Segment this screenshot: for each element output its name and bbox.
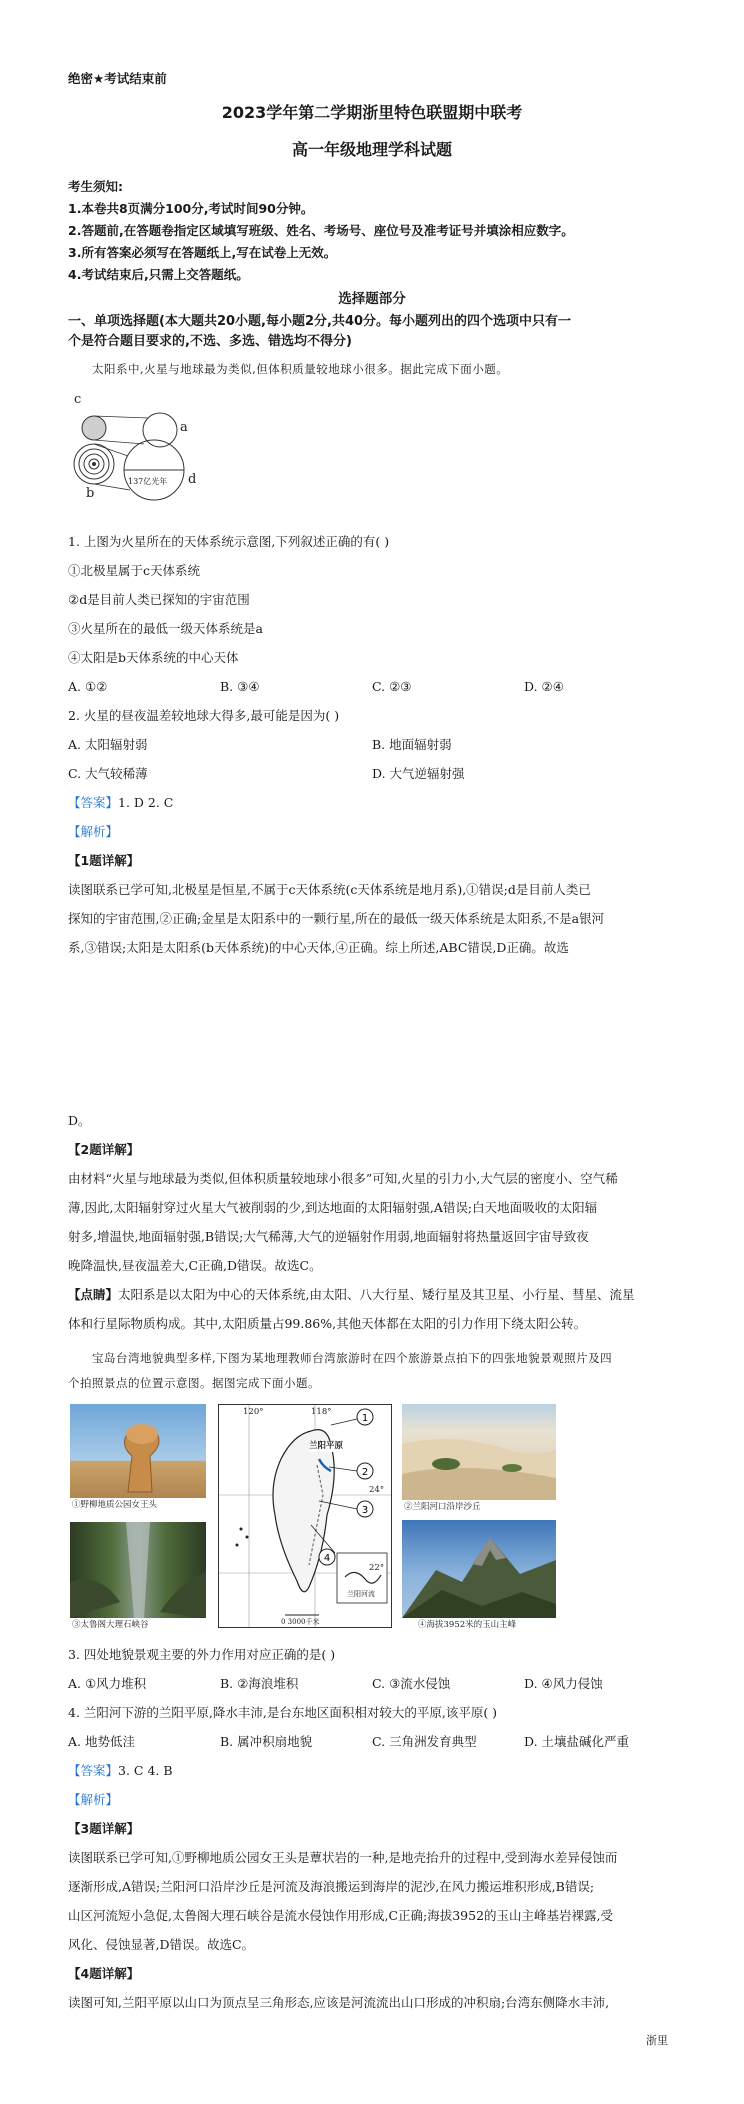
map-scale: 0 3000千米 (281, 1618, 320, 1626)
detail-text: 读图联系已学可知,①野柳地质公园女王头是蕈状岩的一种,是地壳抬升的过程中,受到海水差异侵蚀而 (68, 1850, 618, 1865)
svg-text:4: 4 (323, 1553, 331, 1564)
footer-tag: 浙里 (646, 2034, 668, 2047)
question-1: 1. 上图为火星所在的天体系统示意图,下列叙述正确的有( ) (68, 534, 390, 549)
tip-text: 体和行星际物质构成。其中,太阳质量占99.86%,其他天体都在太阳的引力作用下绕太阳公转。 (68, 1316, 587, 1331)
question-2: 2. 火星的昼夜温差较地球大得多,最可能是因为( ) (68, 708, 340, 723)
taiwan-map (218, 1404, 392, 1628)
option: B. 属冲积扇地貌 (220, 1734, 313, 1749)
statement: ②d是目前人类已探知的宇宙范围 (68, 592, 250, 607)
figure-distance: 137亿光年 (128, 477, 168, 486)
map-lat-24: 24° (369, 1485, 385, 1495)
answer-text: 3. C 4. B (118, 1763, 173, 1778)
caption-photo-2: ②兰阳河口沿岸沙丘 (404, 1502, 481, 1512)
option: D. 土壤盐碱化严重 (524, 1734, 630, 1749)
figure-label-a: a (180, 420, 188, 435)
detail-text: 读图可知,兰阳平原以山口为顶点呈三角形态,应该是河流流出山口形成的冲积扇;台湾东侧降水丰沛, (68, 1995, 610, 2010)
option: B. ③④ (220, 679, 260, 694)
map-lon-118: 118° (311, 1407, 332, 1417)
option: B. ②海浪堆积 (220, 1676, 299, 1691)
tip-text: 太阳系是以太阳为中心的天体系统,由太阳、八大行星、矮行星及其卫星、小行星、彗星、流星 (118, 1287, 635, 1302)
map-lat-22: 22° (369, 1563, 385, 1573)
photo-yushan-peak (402, 1520, 556, 1618)
exam-title: 2023学年第二学期浙里特色联盟期中联考 (221, 103, 523, 122)
caption-photo-3: ③太鲁阁大理石峡谷 (72, 1620, 149, 1630)
notice-item: 1.本卷共8页满分100分,考试时间90分钟。 (68, 201, 314, 216)
option: A. ①风力堆积 (68, 1676, 147, 1691)
option: C. 大气较稀薄 (68, 766, 148, 781)
svg-text:2: 2 (361, 1467, 369, 1478)
analysis-tag: 【解析】 (68, 1792, 119, 1807)
detail-text: 薄,因此,太阳辐射穿过火星大气被削弱的少,到达地面的太阳辐射强,A错误;白天地面吸收的太阳辐 (68, 1200, 598, 1215)
detail-text: 风化、侵蚀显著,D错误。故选C。 (68, 1937, 255, 1952)
svg-text:3: 3 (361, 1505, 369, 1516)
tip-line (68, 1286, 678, 1304)
answer-line (68, 1762, 678, 1780)
detail-text: 读图联系已学可知,北极星是恒星,不属于c天体系统(c天体系统是地月系),①错误;d是目前人类已 (68, 882, 591, 897)
caption-photo-4: ④海拔3952米的玉山主峰 (418, 1620, 517, 1630)
option: D. ②④ (524, 679, 564, 694)
detail-text: 探知的宇宙范围,②正确;金星是太阳系中的一颗行星,所在的最低一级天体系统是太阳系,不是a银河 (68, 911, 605, 926)
map-lon-120: 120° (243, 1407, 264, 1417)
photo-taroko-gorge-art (70, 1522, 206, 1618)
map-plain-label: 兰阳平原 (309, 1441, 344, 1451)
option: A. ①② (68, 679, 108, 694)
option: D. 大气逆辐射强 (372, 766, 465, 781)
answer-line (68, 794, 678, 812)
exam-subtitle: 高一年级地理学科试题 (291, 140, 452, 159)
section-heading: 一、单项选择题(本大题共20小题,每小题2分,共40分。每小题列出的四个选项中只有一 (68, 314, 572, 329)
caption-photo-1: ①野柳地质公园女王头 (72, 1500, 158, 1510)
question-4: 4. 兰阳河下游的兰阳平原,降水丰沛,是台东地区面积相对较大的平原,该平原( ) (68, 1705, 498, 1720)
detail-tag: 【4题详解】 (68, 1966, 140, 1981)
celestial-system-figure (68, 392, 218, 504)
detail-text: 由材料“火星与地球最为类似,但体积质量较地球小很多”可知,火星的引力小,大气层的密度小、空气稀 (68, 1171, 618, 1186)
answer-tag: 【答案】 (68, 1763, 119, 1778)
section-heading: 个是符合题目要求的,不选、多选、错选均不得分) (68, 334, 352, 349)
photo-sand-dune (402, 1404, 556, 1500)
statement: ④太阳是b天体系统的中心天体 (68, 650, 239, 665)
answer-tag: 【答案】 (68, 795, 119, 810)
option: A. 太阳辐射弱 (68, 737, 148, 752)
map-inset-label: 兰阳河流 (347, 1590, 375, 1598)
question-intro: 个拍照景点的位置示意图。据图完成下面小题。 (68, 1376, 320, 1390)
tip-tag: 【点睛】 (68, 1287, 119, 1302)
photo-queen-head (70, 1404, 206, 1498)
answer-text: 1. D 2. C (118, 795, 174, 810)
detail-tag: 【3题详解】 (68, 1821, 140, 1836)
notice-item: 3.所有答案必须写在答题纸上,写在试卷上无效。 (68, 245, 337, 260)
photo-yushan-peak-art (402, 1520, 556, 1618)
photo-queen-head-art (70, 1404, 206, 1498)
figure-label-b: b (86, 486, 95, 501)
photo-taroko-gorge (70, 1522, 206, 1618)
detail-tag: 【1题详解】 (68, 853, 140, 868)
confidential-mark: 绝密★考试结束前 (68, 71, 167, 86)
detail-text: 逐渐形成,A错误;兰阳河口沿岸沙丘是河流及海浪搬运到海岸的泥沙,在风力搬运堆积形成,B错误; (68, 1879, 595, 1894)
figure-label-c: c (74, 392, 82, 407)
option: C. ②③ (372, 679, 412, 694)
notice-item: 2.答题前,在答题卷指定区域填写班级、姓名、考场号、座位号及准考证号并填涂相应数字。 (68, 223, 574, 238)
section-title: 选择题部分 (338, 291, 406, 307)
question-intro: 太阳系中,火星与地球最为类似,但体积质量较地球小很多。据此完成下面小题。 (92, 362, 509, 376)
detail-text: D。 (68, 1113, 91, 1128)
analysis-tag: 【解析】 (68, 824, 119, 839)
detail-text: 晚降温快,昼夜温差大,C正确,D错误。故选C。 (68, 1258, 322, 1273)
svg-text:1: 1 (361, 1413, 369, 1424)
option: C. 三角洲发育典型 (372, 1734, 477, 1749)
detail-text: 山区河流短小急促,太鲁阁大理石峡谷是流水侵蚀作用形成,C正确;海拔3952的玉山主峰基岩裸露,受 (68, 1908, 614, 1923)
option: C. ③流水侵蚀 (372, 1676, 451, 1691)
photo-sand-dune-art (402, 1404, 556, 1500)
question-intro: 宝岛台湾地貌典型多样,下图为某地理教师台湾旅游时在四个旅游景点拍下的四张地貌景观照片及四 (92, 1351, 613, 1365)
notice-heading: 考生须知: (68, 179, 123, 194)
statement: ③火星所在的最低一级天体系统是a (68, 621, 263, 636)
option: B. 地面辐射弱 (372, 737, 452, 752)
detail-text: 射多,增温快,地面辐射强,B错误;大气稀薄,大气的逆辐射作用弱,地面辐射将热量返回宇宙导致夜 (68, 1229, 589, 1244)
option: A. 地势低洼 (68, 1734, 135, 1749)
detail-text: 系,③错误;太阳是太阳系(b天体系统)的中心天体,④正确。综上所述,ABC错误,D正确。故选 (68, 940, 569, 955)
notice-item: 4.考试结束后,只需上交答题纸。 (68, 267, 249, 282)
statement: ①北极星属于c天体系统 (68, 563, 201, 578)
option: D. ④风力侵蚀 (524, 1676, 603, 1691)
detail-tag: 【2题详解】 (68, 1142, 140, 1157)
question-3: 3. 四处地貌景观主要的外力作用对应正确的是( ) (68, 1647, 336, 1662)
figure-label-d: d (188, 472, 197, 487)
